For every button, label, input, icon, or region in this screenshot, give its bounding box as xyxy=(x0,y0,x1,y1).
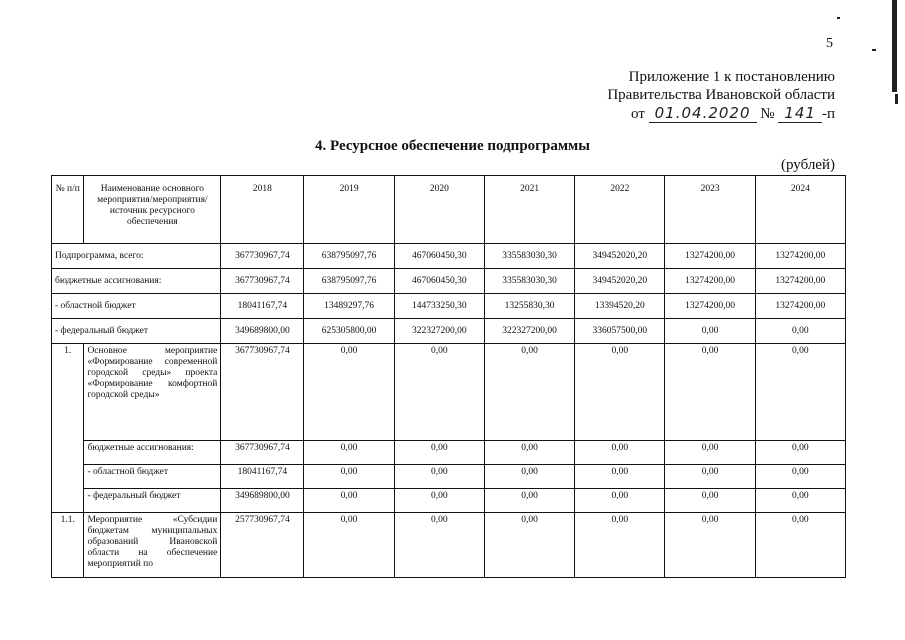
cell-value: 0,00 xyxy=(665,465,755,489)
cell-value: 0,00 xyxy=(304,344,394,441)
handwritten-number: 141 xyxy=(778,104,822,123)
header-cell: 2021 xyxy=(484,176,574,244)
cell-value: 13274200,00 xyxy=(665,294,755,319)
cell-value: 0,00 xyxy=(575,465,665,489)
ot-label: от xyxy=(631,106,645,122)
table-row xyxy=(52,513,846,578)
cell-value: 0,00 xyxy=(394,344,484,441)
cell-value: 18041167,74 xyxy=(221,465,304,489)
header-cell: 2024 xyxy=(755,176,845,244)
cell-value: 367730967,74 xyxy=(221,441,304,465)
cell-value: 638795097,76 xyxy=(304,269,394,294)
cell-value: 349689800,00 xyxy=(221,319,304,344)
header-cell: 2023 xyxy=(665,176,755,244)
row-label: - федеральный бюджет xyxy=(52,319,221,344)
cell-value: 322327200,00 xyxy=(484,319,574,344)
table-row xyxy=(52,244,846,269)
scan-dot xyxy=(872,49,876,51)
header-cell: 2022 xyxy=(575,176,665,244)
cell-value: 0,00 xyxy=(304,513,394,578)
header-row xyxy=(52,176,846,244)
item-name: Мероприятие «Субсидии бюджетам муниципальных образований Ивановской области на обеспечение мероприятий по xyxy=(84,513,221,578)
section-title: 4. Ресурсное обеспечение подпрограммы xyxy=(315,138,590,154)
row-label: бюджетные ассигнования: xyxy=(84,441,221,465)
binding-mark xyxy=(892,0,897,92)
table-row xyxy=(52,465,846,489)
item-name: Основное мероприятие «Формирование современной городской среды» проекта «Формирование комфортной городской среды» xyxy=(84,344,221,441)
cell-value: 638795097,76 xyxy=(304,244,394,269)
cell-value: 0,00 xyxy=(304,489,394,513)
cell-value: 625305800,00 xyxy=(304,319,394,344)
header-cell: № п/п xyxy=(52,176,84,244)
cell-value: 0,00 xyxy=(755,513,845,578)
cell-value: 144733250,30 xyxy=(394,294,484,319)
cell-value: 0,00 xyxy=(665,319,755,344)
number-sign: № xyxy=(760,106,775,122)
cell-value: 0,00 xyxy=(665,489,755,513)
cell-value: 367730967,74 xyxy=(221,269,304,294)
cell-value: 18041167,74 xyxy=(221,294,304,319)
table-row xyxy=(52,441,846,465)
header-cell: 2020 xyxy=(394,176,484,244)
cell-value: 0,00 xyxy=(665,344,755,441)
cell-value: 367730967,74 xyxy=(221,244,304,269)
appendix-line: Приложение 1 к постановлению xyxy=(628,69,835,85)
cell-value: 13274200,00 xyxy=(755,294,845,319)
page-number: 5 xyxy=(826,36,833,51)
cell-value: 0,00 xyxy=(575,489,665,513)
cell-value: 0,00 xyxy=(304,465,394,489)
cell-value: 0,00 xyxy=(575,441,665,465)
row-label: - областной бюджет xyxy=(52,294,221,319)
binding-mark xyxy=(895,94,898,104)
cell-value: 349452020,20 xyxy=(575,244,665,269)
item-number: 1.1. xyxy=(52,513,84,578)
cell-value: 0,00 xyxy=(304,441,394,465)
cell-value: 0,00 xyxy=(484,489,574,513)
cell-value: 335583030,30 xyxy=(484,244,574,269)
cell-value: 335583030,30 xyxy=(484,269,574,294)
cell-value: 467060450,30 xyxy=(394,269,484,294)
cell-value: 0,00 xyxy=(484,513,574,578)
cell-value: 0,00 xyxy=(394,489,484,513)
cell-value: 13394520,20 xyxy=(575,294,665,319)
cell-value: 0,00 xyxy=(665,513,755,578)
cell-value: 0,00 xyxy=(755,489,845,513)
cell-value: 13274200,00 xyxy=(665,269,755,294)
cell-value: 0,00 xyxy=(484,441,574,465)
table-row xyxy=(52,344,846,441)
cell-value: 0,00 xyxy=(755,465,845,489)
government-line: Правительства Ивановской области xyxy=(607,87,835,103)
table-row xyxy=(52,269,846,294)
cell-value: 13274200,00 xyxy=(755,269,845,294)
cell-value: 0,00 xyxy=(755,319,845,344)
cell-value: 0,00 xyxy=(575,513,665,578)
scan-dot xyxy=(837,17,840,19)
cell-value: 257730967,74 xyxy=(221,513,304,578)
table-row xyxy=(52,489,846,513)
cell-value: 0,00 xyxy=(755,344,845,441)
cell-value: 0,00 xyxy=(575,344,665,441)
cell-value: 349689800,00 xyxy=(221,489,304,513)
header-cell: 2018 xyxy=(221,176,304,244)
cell-value: 13489297,76 xyxy=(304,294,394,319)
row-label: бюджетные ассигнования: xyxy=(52,269,221,294)
cell-value: 0,00 xyxy=(755,441,845,465)
row-label: - областной бюджет xyxy=(84,465,221,489)
table-row xyxy=(52,294,846,319)
item-number: 1. xyxy=(52,344,84,513)
cell-value: 0,00 xyxy=(394,513,484,578)
cell-value: 336057500,00 xyxy=(575,319,665,344)
cell-value: 0,00 xyxy=(484,465,574,489)
resource-table xyxy=(51,175,846,578)
date-number-line xyxy=(631,104,835,123)
cell-value: 0,00 xyxy=(394,441,484,465)
header-cell: Наименование основного мероприятия/мероприятия/ источник ресурсного обеспечения xyxy=(84,176,221,244)
cell-value: 0,00 xyxy=(484,344,574,441)
cell-value: 467060450,30 xyxy=(394,244,484,269)
cell-value: 13274200,00 xyxy=(665,244,755,269)
cell-value: 349452020,20 xyxy=(575,269,665,294)
table-row xyxy=(52,319,846,344)
row-label: Подпрограмма, всего: xyxy=(52,244,221,269)
cell-value: 13274200,00 xyxy=(755,244,845,269)
number-suffix: -п xyxy=(821,106,835,122)
cell-value: 0,00 xyxy=(394,465,484,489)
row-label: - федеральный бюджет xyxy=(84,489,221,513)
cell-value: 0,00 xyxy=(665,441,755,465)
unit-label: (рублей) xyxy=(780,157,835,173)
header-cell: 2019 xyxy=(304,176,394,244)
cell-value: 322327200,00 xyxy=(394,319,484,344)
handwritten-date: 01.04.2020 xyxy=(649,104,757,123)
cell-value: 367730967,74 xyxy=(221,344,304,441)
cell-value: 13255830,30 xyxy=(484,294,574,319)
